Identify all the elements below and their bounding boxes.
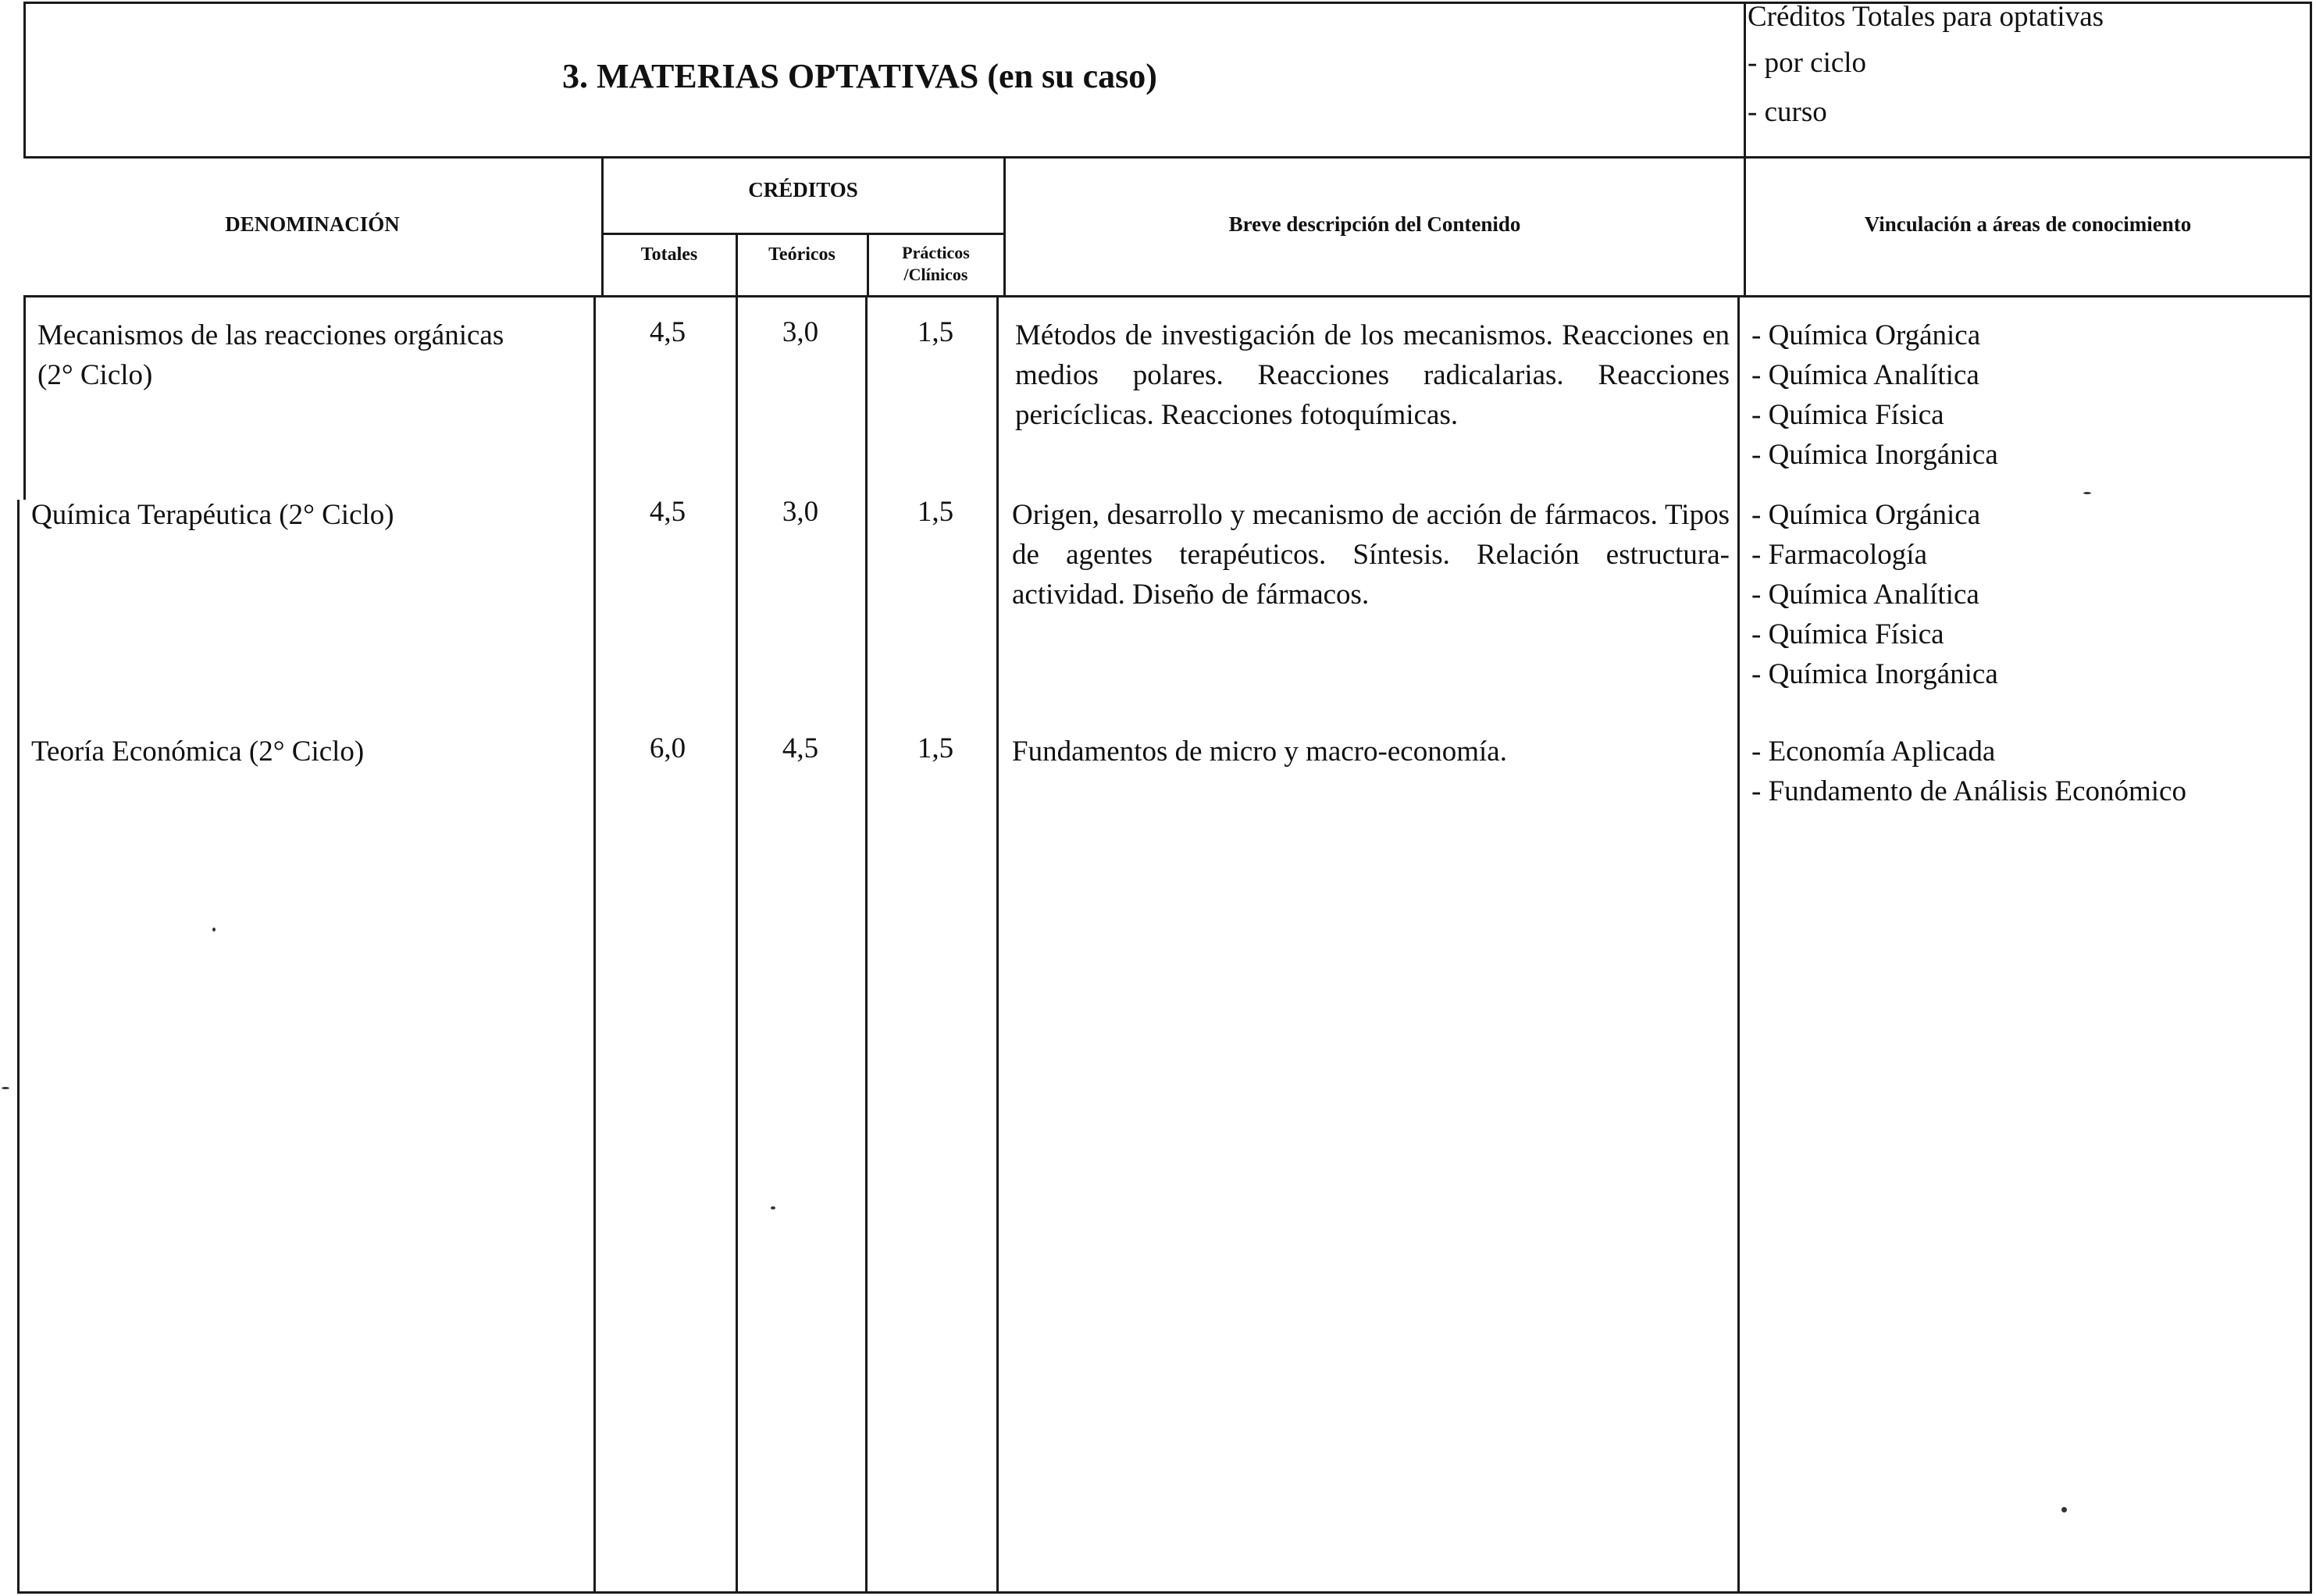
credits-subheader-line <box>601 233 1005 235</box>
knowledge-area-item: - Química Inorgánica <box>1751 658 1998 690</box>
header-bottom-border <box>23 156 2311 159</box>
col-right-border-head <box>2310 156 2312 297</box>
body-right-border <box>2310 297 2312 1593</box>
knowledge-area-item: - Farmacología <box>1751 539 1927 571</box>
column-header-practicos-line-2: /Clínicos <box>903 265 968 284</box>
content-description: Fundamentos de micro y macro-economía. <box>1012 736 1507 768</box>
header-credits-divider <box>1744 2 1746 158</box>
column-header-totales: Totales <box>640 244 698 265</box>
subject-name-cycle: (2° Ciclo) <box>37 359 153 391</box>
body-bottom-border <box>17 1591 2312 1594</box>
column-header-practicos-line-1: Prácticos <box>902 243 970 262</box>
credits-teoricos: 3,0 <box>782 496 819 528</box>
credits-totales: 4,5 <box>649 316 686 348</box>
knowledge-area-item: - Química Física <box>1751 618 1944 650</box>
body-col-divider-5 <box>1737 297 1740 1593</box>
column-header-vinculacion: Vinculación a áreas de conocimiento <box>1864 212 2192 236</box>
credits-practicos: 1,5 <box>917 732 954 764</box>
column-header-descripcion: Breve descripción del Contenido <box>1228 212 1521 236</box>
page-title: 3. MATERIAS OPTATIVAS (en su caso) <box>562 57 1157 95</box>
scan-speck <box>212 928 216 932</box>
knowledge-areas-list <box>1751 495 1998 694</box>
knowledge-area-item: - Química Analítica <box>1751 359 1979 391</box>
content-description: Origen, desarrollo y mecanismo de acción de fármacos. Tipos de agentes terapéuticos. Síntesis. Relación estructura-actividad. Diseño de fármacos. <box>1012 499 1730 611</box>
credits-teoricos: 4,5 <box>782 732 819 764</box>
credits-group-top <box>601 156 604 297</box>
subject-name: Mecanismos de las reacciones orgánicas <box>37 319 504 351</box>
subject-name: Química Terapéutica (2° Ciclo) <box>31 499 394 531</box>
credits-box-line-2: - por ciclo <box>1748 47 1867 79</box>
body-col-divider-2 <box>736 297 738 1593</box>
body-left-border-lower <box>17 500 20 1593</box>
knowledge-area-item: - Química Orgánica <box>1751 319 1981 351</box>
credits-teoricos: 3,0 <box>782 316 819 348</box>
scan-speck <box>771 1206 775 1209</box>
subject-name: Teoría Económica (2° Ciclo) <box>31 736 365 768</box>
content-description: Métodos de investigación de los mecanismos. Reacciones en medios polares. Reacciones radicalarias. Reacciones pericíclicas. Reacciones fotoquímicas. <box>1015 319 1730 431</box>
knowledge-area-item: - Química Orgánica <box>1751 499 1981 531</box>
header-left-border <box>23 2 26 158</box>
header-right-border <box>2310 2 2312 158</box>
credits-box-line-3: - curso <box>1748 96 1827 128</box>
knowledge-area-item: - Química Física <box>1751 399 1944 431</box>
credits-practicos: 1,5 <box>917 316 954 348</box>
knowledge-area-item: - Fundamento de Análisis Económico <box>1751 775 2186 807</box>
column-header-teoricos: Teóricos <box>768 244 836 265</box>
column-header-practicos <box>868 242 1003 286</box>
knowledge-areas-list <box>1751 315 1998 475</box>
credits-practicos: 1,5 <box>917 496 954 528</box>
body-col-divider-3 <box>865 297 868 1593</box>
body-left-border-upper <box>23 297 26 500</box>
credits-totales: 6,0 <box>649 732 686 764</box>
scan-speck <box>2083 492 2091 494</box>
body-col-divider-1 <box>593 297 596 1593</box>
column-header-creditos: CRÉDITOS <box>748 178 858 201</box>
knowledge-area-item: - Química Analítica <box>1751 579 1979 611</box>
credits-totales: 4,5 <box>649 496 686 528</box>
scan-speck <box>2 1087 9 1089</box>
body-col-divider-4 <box>996 297 999 1593</box>
credits-box-line-1: Créditos Totales para optativas <box>1748 1 2104 33</box>
col-header-bottom-border <box>23 295 2311 297</box>
scan-speck <box>2061 1507 2067 1512</box>
knowledge-areas-list <box>1751 732 2186 811</box>
column-header-denominacion: DENOMINACIÓN <box>225 212 400 236</box>
knowledge-area-item: - Economía Aplicada <box>1751 736 1996 768</box>
knowledge-area-item: - Química Inorgánica <box>1751 439 1998 471</box>
